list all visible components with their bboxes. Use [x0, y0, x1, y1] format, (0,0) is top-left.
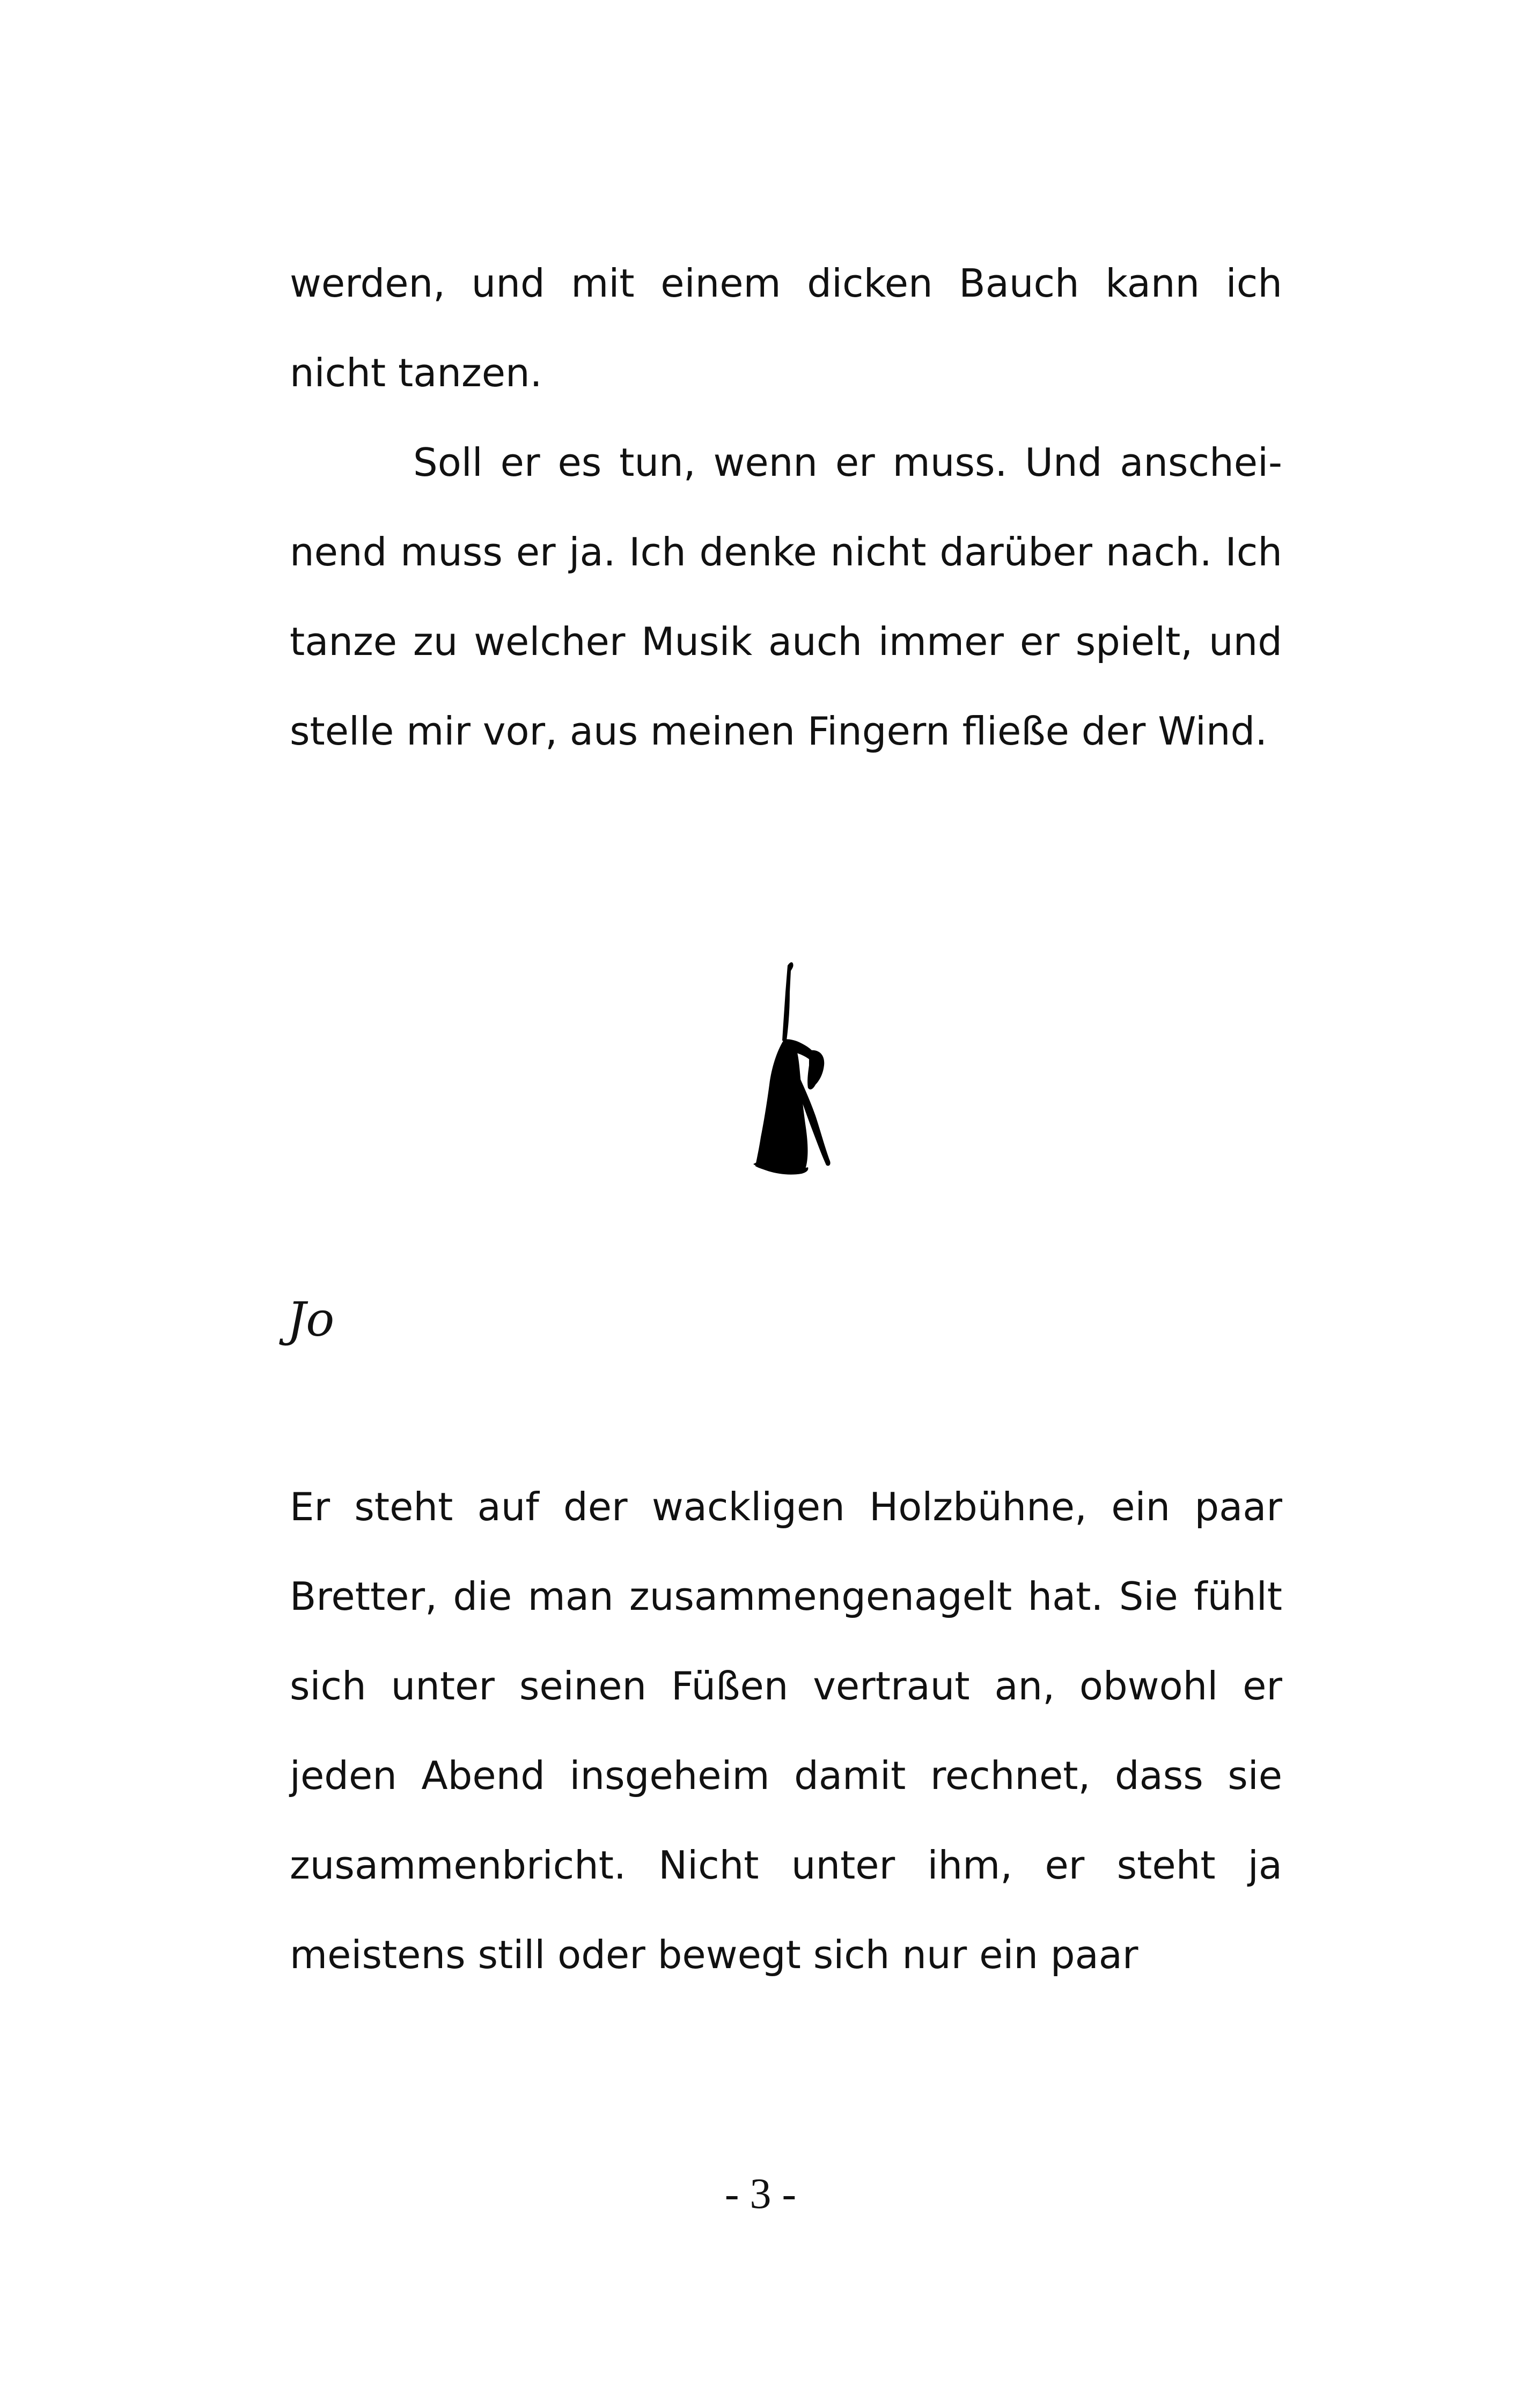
section-heading: Jo [287, 1292, 335, 1347]
paragraph: werden, und mit einem dicken Bauch kann ich nicht tanzen. [290, 261, 1282, 395]
paragraph: Er steht auf der wackligen Holzbühne, ein paar Bretter, die man zusammengenagelt hat. Sie fühlt sich unter seinen Füßen vertraut an, obwohl er jeden Abend insgeheim damit rechnet, dass sie zusammenbricht. Nicht unter ihm, er steht ja meistens still oder bewegt sich nur ein paar [290, 1484, 1282, 1977]
text-block-bottom [290, 1462, 1282, 2000]
dancer-silhouette-icon [730, 960, 837, 1180]
text-block-top [290, 239, 1282, 776]
paragraph: Soll er es tun, wenn er muss. Und anscheinend muss er ja. Ich denke nicht darüber nach. Ich tanze zu welcher Musik auch immer er spielt, und stelle mir vor, aus meinen Fingern fließe der Wind. [290, 440, 1282, 754]
page-number: - 3 - [724, 2170, 797, 2218]
